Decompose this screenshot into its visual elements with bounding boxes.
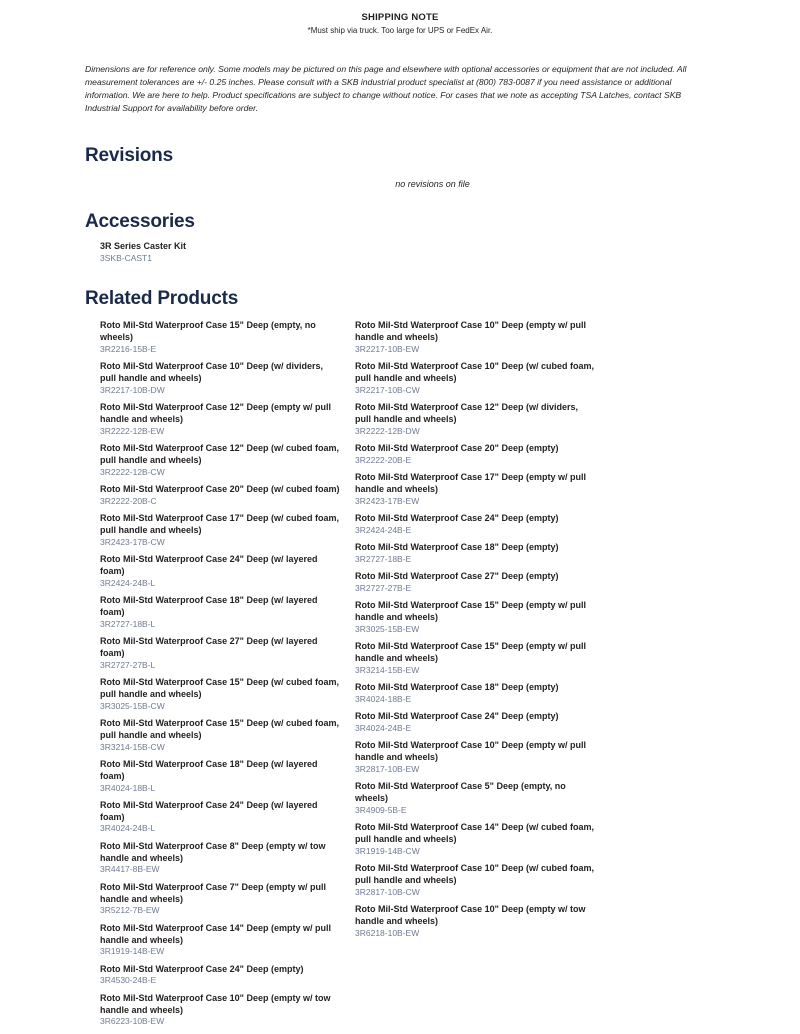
product-sku: 3R2424-24B-L [100, 577, 156, 588]
accessories-heading: Accessories [85, 211, 195, 233]
product-name: Roto Mil-Std Waterproof Case 27" Deep (w/ layered foam) [100, 635, 318, 658]
list-item[interactable] [100, 595, 340, 630]
list-item[interactable] [100, 361, 340, 396]
product-sku: 3R2817-10B-EW [355, 764, 420, 775]
list-item[interactable] [100, 402, 340, 437]
product-sku: 3R2216-15B-E [100, 343, 157, 354]
product-sku: 3R2222-20B-E [355, 454, 412, 465]
product-name: Roto Mil-Std Waterproof Case 14" Deep (empty w/ pull handle and wheels) [100, 922, 331, 945]
product-sku: 3R2727-27B-E [355, 583, 412, 594]
list-item[interactable] [100, 677, 340, 712]
list-item[interactable] [355, 472, 595, 507]
document-page [0, 12, 800, 1027]
list-item[interactable] [355, 361, 595, 396]
product-name: Roto Mil-Std Waterproof Case 17" Deep (empty w/ pull handle and wheels) [355, 471, 586, 494]
list-item[interactable] [100, 882, 340, 917]
product-sku: 3R4909-5B-E [355, 805, 407, 816]
list-item[interactable] [355, 740, 595, 775]
accessories-section [0, 211, 800, 264]
list-item[interactable] [355, 904, 595, 939]
list-item[interactable] [355, 443, 595, 466]
list-item[interactable] [355, 682, 595, 705]
product-name: Roto Mil-Std Waterproof Case 15" Deep (empty, no wheels) [100, 319, 316, 342]
list-item[interactable] [355, 320, 595, 355]
product-name: Roto Mil-Std Waterproof Case 27" Deep (empty) [355, 571, 559, 582]
product-name: Roto Mil-Std Waterproof Case 10" Deep (empty w/ tow handle and wheels) [355, 904, 586, 927]
product-sku: 3R2222-12B-DW [355, 425, 420, 436]
list-item[interactable] [355, 513, 595, 536]
product-name: Roto Mil-Std Waterproof Case 17" Deep (w/ cubed foam, pull handle and wheels) [100, 512, 339, 535]
list-item[interactable] [355, 863, 595, 898]
product-name: Roto Mil-Std Waterproof Case 20" Deep (w/ cubed foam) [100, 483, 340, 494]
product-name: Roto Mil-Std Waterproof Case 18" Deep (empty) [355, 682, 559, 693]
disclaimer-text: Dimensions are for reference only. Some models may be pictured on this page and elsewhere with optional accessories or equipment that are not included. All measurement tolerances are +/- 0.25 inches. Please consult with a SKB industrial product specialist at (800) 783-0087 if you need assistance or additional information. We are here to help. Product specifications are subject to change without notice. For cases that we note as accepting TSA Latches, contact SKB Industrial Support for availability before order. [85, 64, 687, 114]
product-name: Roto Mil-Std Waterproof Case 15" Deep (w/ cubed foam, pull handle and wheels) [100, 676, 339, 699]
list-item[interactable] [100, 320, 340, 355]
product-name: Roto Mil-Std Waterproof Case 15" Deep (empty w/ pull handle and wheels) [355, 600, 586, 623]
shipping-note-subtitle: *Must ship via truck. Too large for UPS or FedEx Air. [307, 26, 493, 35]
product-name: Roto Mil-Std Waterproof Case 24" Deep (empty) [355, 512, 559, 523]
product-sku: 3R2217-10B-DW [100, 384, 165, 395]
list-item[interactable] [100, 923, 340, 958]
accessory-name: 3R Series Caster Kit [100, 241, 187, 252]
list-item[interactable] [100, 718, 340, 753]
product-sku: 3R4024-24B-E [355, 723, 412, 734]
product-sku: 3R2423-17B-EW [355, 495, 420, 506]
product-name: Roto Mil-Std Waterproof Case 24" Deep (empty) [355, 711, 559, 722]
product-name: Roto Mil-Std Waterproof Case 15" Deep (w/ cubed foam, pull handle and wheels) [100, 717, 339, 740]
revisions-heading: Revisions [85, 145, 173, 167]
related-products-column-left [85, 320, 340, 1034]
product-name: Roto Mil-Std Waterproof Case 15" Deep (empty w/ pull handle and wheels) [355, 641, 586, 664]
product-name: Roto Mil-Std Waterproof Case 24" Deep (empty) [100, 963, 304, 974]
product-name: Roto Mil-Std Waterproof Case 10" Deep (w/ cubed foam, pull handle and wheels) [355, 360, 594, 383]
list-item[interactable] [100, 841, 340, 876]
related-products-section [0, 288, 800, 1034]
list-item[interactable] [355, 781, 595, 816]
product-sku: 3R2222-12B-EW [100, 425, 165, 436]
product-sku: 3R2217-10B-CW [355, 384, 420, 395]
accessory-sku: 3SKB-CAST1 [100, 252, 152, 263]
product-name: Roto Mil-Std Waterproof Case 10" Deep (w/ cubed foam, pull handle and wheels) [355, 863, 594, 886]
related-products-grid [85, 320, 725, 1034]
product-name: Roto Mil-Std Waterproof Case 8" Deep (empty w/ tow handle and wheels) [100, 840, 326, 863]
related-products-column-right [340, 320, 595, 1034]
product-sku: 3R3214-15B-EW [355, 664, 420, 675]
product-name: Roto Mil-Std Waterproof Case 18" Deep (w/ layered foam) [100, 758, 318, 781]
shipping-note-title: SHIPPING NOTE [361, 12, 439, 23]
product-name: Roto Mil-Std Waterproof Case 20" Deep (empty) [355, 442, 559, 453]
product-sku: 3R1919-14B-CW [355, 846, 420, 857]
product-name: Roto Mil-Std Waterproof Case 12" Deep (w/ dividers, pull handle and wheels) [355, 401, 578, 424]
list-item[interactable] [355, 822, 595, 857]
product-sku: 3R4417-8B-EW [100, 864, 160, 875]
product-name: Roto Mil-Std Waterproof Case 5" Deep (empty, no wheels) [355, 781, 566, 804]
product-name: Roto Mil-Std Waterproof Case 18" Deep (w/ layered foam) [100, 594, 318, 617]
product-sku: 3R3214-15B-CW [100, 741, 165, 752]
product-sku: 3R2727-27B-L [100, 659, 156, 670]
list-item[interactable] [100, 800, 340, 835]
shipping-note [0, 12, 800, 35]
product-sku: 3R6218-10B-EW [355, 927, 420, 938]
product-sku: 3R5212-7B-EW [100, 905, 160, 916]
list-item[interactable] [355, 402, 595, 437]
product-sku: 3R2222-20B-C [100, 495, 157, 506]
list-item[interactable] [355, 600, 595, 635]
list-item[interactable] [85, 241, 800, 264]
product-name: Roto Mil-Std Waterproof Case 10" Deep (empty w/ pull handle and wheels) [355, 740, 586, 763]
product-sku: 3R1919-14B-EW [100, 946, 165, 957]
product-name: Roto Mil-Std Waterproof Case 7" Deep (empty w/ pull handle and wheels) [100, 881, 326, 904]
revisions-section [0, 145, 800, 189]
product-name: Roto Mil-Std Waterproof Case 24" Deep (w/ layered foam) [100, 799, 318, 822]
product-sku: 3R4024-24B-L [100, 823, 156, 834]
product-name: Roto Mil-Std Waterproof Case 12" Deep (empty w/ pull handle and wheels) [100, 401, 331, 424]
product-sku: 3R2423-17B-CW [100, 536, 165, 547]
product-sku: 3R6223-10B-EW [100, 1016, 165, 1027]
list-item[interactable] [100, 993, 340, 1028]
product-name: Roto Mil-Std Waterproof Case 12" Deep (w/ cubed foam, pull handle and wheels) [100, 442, 339, 465]
product-sku: 3R2727-18B-L [100, 618, 156, 629]
list-item[interactable] [100, 964, 340, 987]
list-item[interactable] [355, 542, 595, 565]
product-name: Roto Mil-Std Waterproof Case 10" Deep (empty w/ tow handle and wheels) [100, 992, 331, 1015]
list-item[interactable] [100, 443, 340, 478]
product-name: Roto Mil-Std Waterproof Case 10" Deep (w/ dividers, pull handle and wheels) [100, 360, 323, 383]
list-item[interactable] [355, 641, 595, 676]
product-sku: 3R4024-18B-L [100, 782, 156, 793]
product-name: Roto Mil-Std Waterproof Case 10" Deep (empty w/ pull handle and wheels) [355, 319, 586, 342]
product-sku: 3R2217-10B-EW [355, 343, 420, 354]
product-sku: 3R4530-24B-E [100, 975, 157, 986]
product-sku: 3R2817-10B-CW [355, 887, 420, 898]
product-name: Roto Mil-Std Waterproof Case 14" Deep (w/ cubed foam, pull handle and wheels) [355, 822, 594, 845]
revisions-note: no revisions on file [395, 179, 470, 190]
list-item[interactable] [355, 711, 595, 734]
list-item[interactable] [100, 554, 340, 589]
related-products-heading: Related Products [85, 287, 239, 309]
product-sku: 3R3025-15B-EW [355, 623, 420, 634]
product-sku: 3R2222-12B-CW [100, 466, 165, 477]
list-item[interactable] [100, 636, 340, 671]
product-sku: 3R2727-18B-E [355, 553, 412, 564]
product-name: Roto Mil-Std Waterproof Case 18" Deep (empty) [355, 542, 559, 553]
product-sku: 3R3025-15B-CW [100, 700, 165, 711]
product-sku: 3R2424-24B-E [355, 524, 412, 535]
list-item[interactable] [100, 513, 340, 548]
product-sku: 3R4024-18B-E [355, 694, 412, 705]
product-name: Roto Mil-Std Waterproof Case 24" Deep (w/ layered foam) [100, 553, 318, 576]
list-item[interactable] [355, 571, 595, 594]
list-item[interactable] [100, 759, 340, 794]
list-item[interactable] [100, 484, 340, 507]
